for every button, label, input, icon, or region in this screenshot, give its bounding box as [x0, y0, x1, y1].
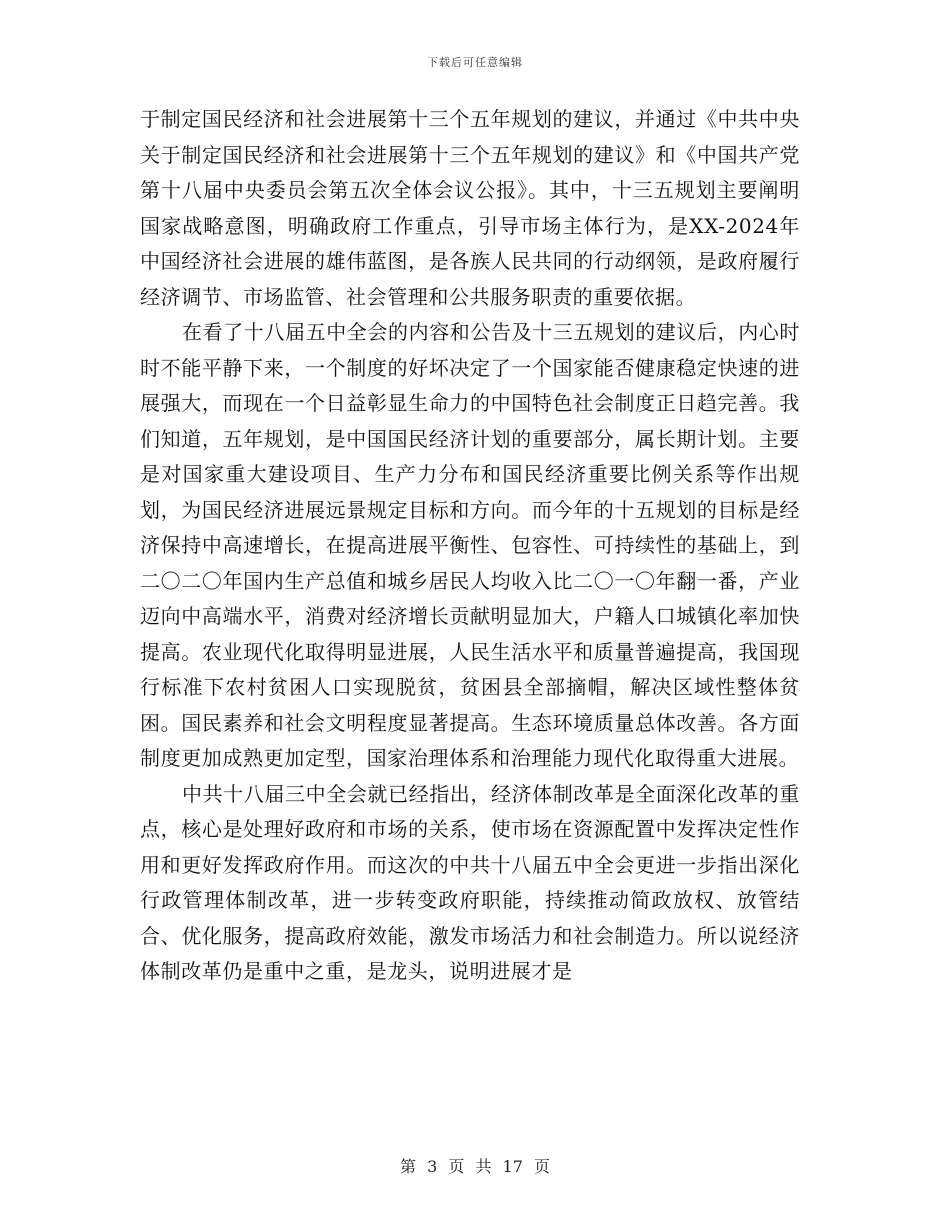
- document-body: [140, 102, 800, 990]
- paragraph: 中共十八届三中全会就已经指出，经济体制改革是全面深化改革的重点，核心是处理好政府和市场的关系，使市场在资源配置中发挥决定性作用和更好发挥政府作用。而这次的中共十八届五中全会更进一步指出深化行政管理体制改革，进一步转变政府职能，持续推动简政放权、放管结合、优化服务，提高政府效能，激发市场活力和社会制造力。所以说经济体制改革仍是重中之重，是龙头，说明进展才是: [140, 781, 800, 983]
- page-header: 下载后可任意编辑: [427, 56, 523, 69]
- page-footer: 第 3 页 共 17 页: [400, 1157, 550, 1176]
- paragraph: 在看了十八届五中全会的内容和公告及十三五规划的建议后，内心时时不能平静下来，一个制度的好坏决定了一个国家能否健康稳定快速的进展强大，而现在一个日益彰显生命力的中国特色社会制度正日趋完善。我们知道，五年规划，是中国国民经济计划的重要部分，属长期计划。主要是对国家重大建设项目、生产力分布和国民经济重要比例关系等作出规划，为国民经济进展远景规定目标和方向。而今年的十五规划的目标是经济保持中高速增长，在提高进展平衡性、包容性、可持续性的基础上，到二〇二〇年国内生产总值和城乡居民人均收入比二〇一〇年翻一番，产业迈向中高端水平，消费对经济增长贡献明显加大，户籍人口城镇化率加快提高。农业现代化取得明显进展，人民生活水平和质量普遍提高，我国现行标准下农村贫困人口实现脱贫，贫困县全部摘帽，解决区域性整体贫困。国民素养和社会文明程度显著提高。生态环境质量总体改善。各方面制度更加成熟更加定型，国家治理体系和治理能力现代化取得重大进展。: [140, 320, 800, 770]
- paragraph-continued: 于制定国民经济和社会进展第十三个五年规划的建议，并通过《中共中央关于制定国民经济和社会进展第十三个五年规划的建议》和《中国共产党第十八届中央委员会第五次全体会议公报》。其中，十三五规划主要阐明国家战略意图，明确政府工作重点，引导市场主体行为，是XX-2024年中国经济社会进展的雄伟蓝图，是各族人民共同的行动纲领，是政府履行经济调节、市场监管、社会管理和公共服务职责的重要依据。: [140, 107, 800, 309]
